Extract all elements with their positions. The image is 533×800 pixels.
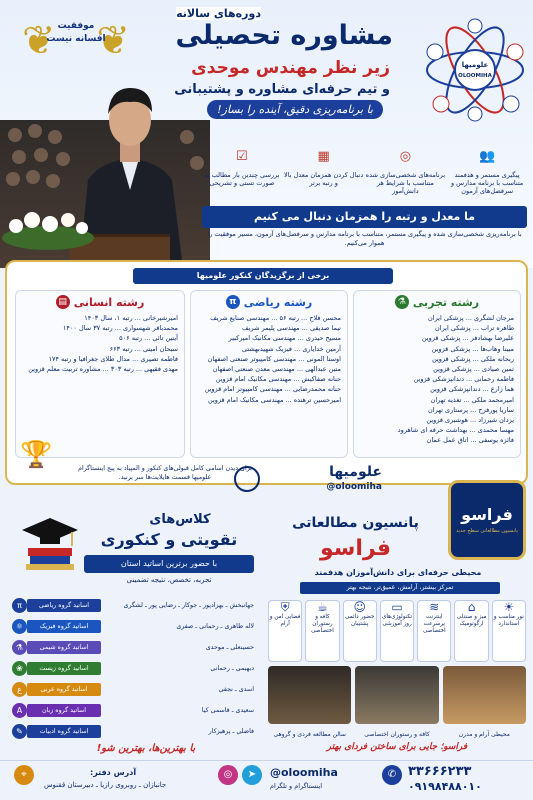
instagram-note: برای دیدن اسامی کامل قبولی‌های کنکور و المپیاد به پیج اینستاگرام علومیها قسمت هایلایت‌ها سر بزنید. xyxy=(78,465,252,481)
teacher-names: اسدی ـ نجفی xyxy=(218,686,254,693)
subtitle-2: و تیم حرفه‌ای مشاوره و پشتیبانی xyxy=(174,82,390,97)
literature-icon: ✎ xyxy=(12,724,27,739)
atom-brand: علومیها xyxy=(461,61,489,69)
tagline: با برنامه‌ریزی دقیق، آینده را بساز! xyxy=(207,100,383,119)
feature-label: فضایی امن و آرام xyxy=(269,614,301,627)
cafe-icon: ☕ xyxy=(317,600,328,614)
teacher-group: اساتید گروه فیزیک xyxy=(27,620,101,633)
location-icon[interactable]: ⌖ xyxy=(14,765,34,785)
pansion-feature xyxy=(268,600,302,662)
atom-label: OLOOMIHA xyxy=(458,73,492,79)
teacher-names: لاله طاهری ـ رحمانی ـ صفری xyxy=(176,623,254,630)
list-item: محمدباقر شهسواری ... رتبه ۳۷ سال ۱۴۰۰ xyxy=(62,324,178,333)
feature-label: پیگیری مستمر و هدفمند متناسب با برنامه مدارس و سرفصل‌های آزمون xyxy=(450,171,524,195)
list-item: مسیح حیدری ... مهندسی مکانیک امیرکبیر xyxy=(228,334,341,343)
list-item: مهسا محمدی ... بهداشت حرفه ای شاهرود xyxy=(397,426,514,435)
list-item: حنانه صفاکیش ... مهندسی مکانیک امام قزوین xyxy=(215,375,341,384)
feature-label: نور مناسب و استاندارد xyxy=(493,614,524,627)
teacher-names: سعیدی ـ قاسمی کیا xyxy=(201,707,254,714)
phone-number-1[interactable]: ۳۳۶۶۶۲۳۳ xyxy=(408,764,472,779)
room-photo xyxy=(268,666,351,738)
social-subtitle: اینستاگرام و تلگرام xyxy=(270,782,323,790)
column-humanities xyxy=(15,290,185,458)
teacher-group: اساتید گروه ادبیات xyxy=(27,725,101,738)
top-students-title: برخی از برگزیدگان کنکور علومیها xyxy=(133,268,393,284)
brand-mark-icon xyxy=(234,466,260,492)
teacher-names: حسینعلی ـ موحدی xyxy=(205,644,254,651)
classes-subtitle: با حضور برترین اساتید استان xyxy=(84,555,254,573)
column-experimental xyxy=(353,290,521,458)
list-item: مبینا وهاب‌ها ... پزشکی قزوین xyxy=(431,344,514,353)
graduation-cap-icon xyxy=(20,512,80,572)
teacher-group: اساتید گروه عربی xyxy=(27,683,101,696)
laurel-left-icon: ❦ xyxy=(22,18,56,64)
pansion-feature xyxy=(343,600,377,662)
column-math xyxy=(190,290,348,458)
list-item: امیرشیرخانی ... رتبه ۱، سال ۱۴۰۳ xyxy=(84,314,178,322)
laptop-icon: ▭ xyxy=(391,600,403,614)
pansion-feature xyxy=(305,600,339,662)
trophy-icon: 🏆 xyxy=(20,440,53,470)
flask-icon: ⚗ xyxy=(395,295,409,309)
list-item: حنانه محمدرضایی ... مهندسی کامپیوتر امام قزوین xyxy=(204,385,341,394)
teacher-row xyxy=(10,724,258,739)
room-caption: سالن مطالعه فردی و گروهی xyxy=(273,731,346,738)
pansion-name: فراسو xyxy=(319,536,392,561)
address-text: جانبازان ـ روبروی رازیا ـ دبیرستان ققنوس xyxy=(44,781,167,789)
room-photos xyxy=(268,666,526,738)
phone-number-2[interactable]: ۰۹۱۹۸۴۸۸۰۱۰ xyxy=(408,780,482,793)
feature-label: دنبال کردن همزمان معدل بالا و رتبه برتر xyxy=(284,171,364,187)
feature-label: حضور دائمی پشتیبان xyxy=(345,614,375,627)
wifi-icon: ≋ xyxy=(429,600,440,614)
pansion-features xyxy=(268,600,526,662)
list-item: ثمین صیادی ... پزشکی قزوین xyxy=(433,365,514,374)
instagram-icon[interactable]: ◎ xyxy=(218,765,238,785)
list-item: فاطمه رحمانی ... دندانپزشکی قزوین xyxy=(413,375,514,384)
feature-item xyxy=(447,146,527,204)
teacher-row xyxy=(10,619,258,634)
features-row xyxy=(202,146,527,204)
grade-rank-description: با برنامه‌ریزی شخصی‌سازی شده و پیگیری مستمر، متناسب با برنامه مدارس و سرفصل‌های آزمون، مسیر موفقیت را هموار می‌کنیم. xyxy=(207,230,522,247)
farasoo-logo-name: فراسو xyxy=(461,505,513,524)
social-handle[interactable]: @oloomiha xyxy=(270,766,338,779)
chart-icon: ▦ xyxy=(317,149,330,164)
feature-label: تکنولوژی‌های روز آموزشی xyxy=(382,614,412,627)
teacher-row xyxy=(10,598,258,613)
list-item: آیتین تائی ... رتبه ۵۰۶ xyxy=(119,334,178,343)
room-caption: کافه و رستوران اختصاصی xyxy=(364,731,430,738)
teacher-names: جهانبخش ـ بهزادپور ـ جوکار ـ رضایی پور ـ لشگری xyxy=(123,602,254,609)
classes-slogan: با بهترین‌ها، بهترین شو! xyxy=(96,743,196,754)
feature-item xyxy=(366,146,446,204)
physics-icon: ⚛ xyxy=(12,619,27,634)
teacher-names: فاضلی ـ پرهیزکار xyxy=(208,728,254,735)
grade-rank-band: ما معدل و رتبه را همزمان دنبال می کنیم xyxy=(202,206,527,228)
book-icon: ▤ xyxy=(56,295,70,309)
list-item: ریحانه ملکی ... پزشکی قزوین xyxy=(432,354,514,363)
feature-label: اینترنت پرسرعت اختصاصی xyxy=(422,614,446,634)
teacher-row xyxy=(10,703,258,718)
pansion-feature xyxy=(417,600,451,662)
list-item: امیرحسین ترهنده ... مهندسی مکانیک امام قزوین xyxy=(208,395,341,404)
brand-name: علومیها xyxy=(329,464,382,480)
badge-text: موفقیت افسانه نیست xyxy=(46,21,106,44)
teacher-row xyxy=(10,661,258,676)
classes-subtitle-2: تجربه، تخصص، نتیجه تضمینی xyxy=(126,576,212,584)
pansion-band: تمرکز بیشتر، آرامش، عمیق‌تر، نتیجه بهتر xyxy=(300,582,500,594)
brand-handle: @oloomiha xyxy=(326,482,382,492)
feature-label: برنامه‌های شخصی‌سازی شده متناسب با شرایط هر دانش‌آموز xyxy=(365,171,446,195)
pi-icon: π xyxy=(226,295,240,309)
list-item: فاطمه تصیری ... مدال طلای جغرافیا و رتبه ۱۷۴ xyxy=(48,354,178,363)
target-icon: ◎ xyxy=(399,149,412,164)
teacher-group: اساتید گروه ریاضی xyxy=(27,599,101,612)
pansion-subtitle: محیطی حرفه‌ای برای دانش‌آموزان هدفمند xyxy=(314,568,482,577)
subtitle: زیر نظر مهندس موحدی xyxy=(191,58,390,78)
pansion-title: پانسیون مطالعاتی xyxy=(292,515,419,531)
biology-icon: ❀ xyxy=(12,661,27,676)
list-item: نیما صدیقی ... مهندسی پلیمر شریف xyxy=(241,324,341,333)
desk-icon: ⌂ xyxy=(467,600,476,614)
success-badge xyxy=(22,10,130,80)
room-photo xyxy=(443,666,526,738)
teacher-group: اساتید گروه زیست xyxy=(27,662,101,675)
list-item: امیرمحمد ملکی ... تغذیه تهران xyxy=(430,395,514,404)
telegram-icon[interactable]: ➤ xyxy=(242,765,262,785)
list-item: هما زارع ... دندانپزشکی قزوین xyxy=(430,385,514,394)
math-icon: π xyxy=(12,598,27,613)
page-title: مشاوره تحصیلی xyxy=(175,20,393,51)
list-item: طاهره تراب ... پزشکی ایران xyxy=(435,324,514,333)
arabic-icon: ع xyxy=(12,682,27,697)
column-title: رشته تجربی xyxy=(412,295,480,309)
classes-title-1: کلاس‌های xyxy=(149,512,211,527)
laurel-right-icon: ❦ xyxy=(96,18,130,64)
atom-logo-icon xyxy=(423,18,527,122)
teacher-names: دیهیمی ـ رحمانی xyxy=(210,665,254,672)
list-item: علیرضا بهشادفر ... پزشکی قزوین xyxy=(421,334,514,343)
column-title: رشته ریاضی xyxy=(243,295,313,309)
list-item: فائزه یوسفی ... اتاق عمل عمان xyxy=(426,436,514,445)
feature-label: میز و صندلی ارگونومیک xyxy=(456,614,487,627)
farasoo-logo-tag: پانسیون مطالعاتی سطح جدید xyxy=(456,528,518,534)
pansion-feature xyxy=(492,600,526,662)
list-item: اوستا المونی ... مهندسی کامپیوتر صنعتی اصفهان xyxy=(207,354,341,363)
feature-label: بررسی چندین بار مطالب به صورت تستی و تشریحی xyxy=(204,171,280,187)
pansion-slogan: فراسو؛ جایی برای ساختن فردای بهتر xyxy=(326,742,468,752)
farasoo-logo xyxy=(448,480,526,560)
checklist-icon: ☑ xyxy=(236,149,248,164)
feature-item xyxy=(202,146,282,204)
feature-item xyxy=(284,146,364,204)
list-item: آرمین خدایاری ... فیزیک شهیدبهشتی xyxy=(241,344,341,353)
list-item: سبحان امینی ... رتبه ۶۶۳ xyxy=(109,344,178,353)
pansion-feature xyxy=(380,600,414,662)
address-label: آدرس دفتر: xyxy=(90,768,137,777)
list-item: متین عبدالهی ... مهندسی معدن صنعتی اصفهان xyxy=(212,365,341,374)
chemistry-icon: ⚗ xyxy=(12,640,27,655)
phone-icon[interactable]: ✆ xyxy=(382,765,402,785)
column-title: رشته انسانی xyxy=(73,295,145,309)
shield-icon: ⛨ xyxy=(280,600,290,614)
teacher-row xyxy=(10,640,258,655)
feature-label: کافه و رستوران اختصاصی xyxy=(311,614,334,634)
room-caption: محیطی آرام و مدرن xyxy=(458,731,510,738)
list-item: ساریا پورفرح ... پرستاری تهران xyxy=(428,405,514,414)
teacher-row xyxy=(10,682,258,697)
pansion-feature xyxy=(454,600,488,662)
top-label: دوره‌های سالانه xyxy=(176,7,261,20)
flowers xyxy=(2,208,94,248)
room-photo xyxy=(355,666,438,738)
brand-logo[interactable] xyxy=(262,462,382,496)
teacher-group: اساتید گروه زبان xyxy=(27,704,101,717)
list-item: مرجان لشگری ... پزشکی ایران xyxy=(428,314,514,322)
classes-title-2: تقویتی و کنکوری xyxy=(100,530,238,549)
users-icon: 👥 xyxy=(479,149,496,164)
list-item: مهدی فقیهی ... رتبه ۳۰۳ ... مشاوره تربیت معلم قزوین xyxy=(28,365,178,374)
teacher-group: اساتید گروه شیمی xyxy=(27,641,101,654)
list-item: یزدان شیرزاد ... هوشبری قزوین xyxy=(426,416,514,425)
teacher-icon: ☺ xyxy=(353,600,366,614)
list-item: محسن فلاح ... رتبه ۵۶ ... مهندسی صنایع شریف xyxy=(210,314,341,322)
light-icon: ☀ xyxy=(503,600,515,614)
english-icon: A xyxy=(12,703,27,718)
